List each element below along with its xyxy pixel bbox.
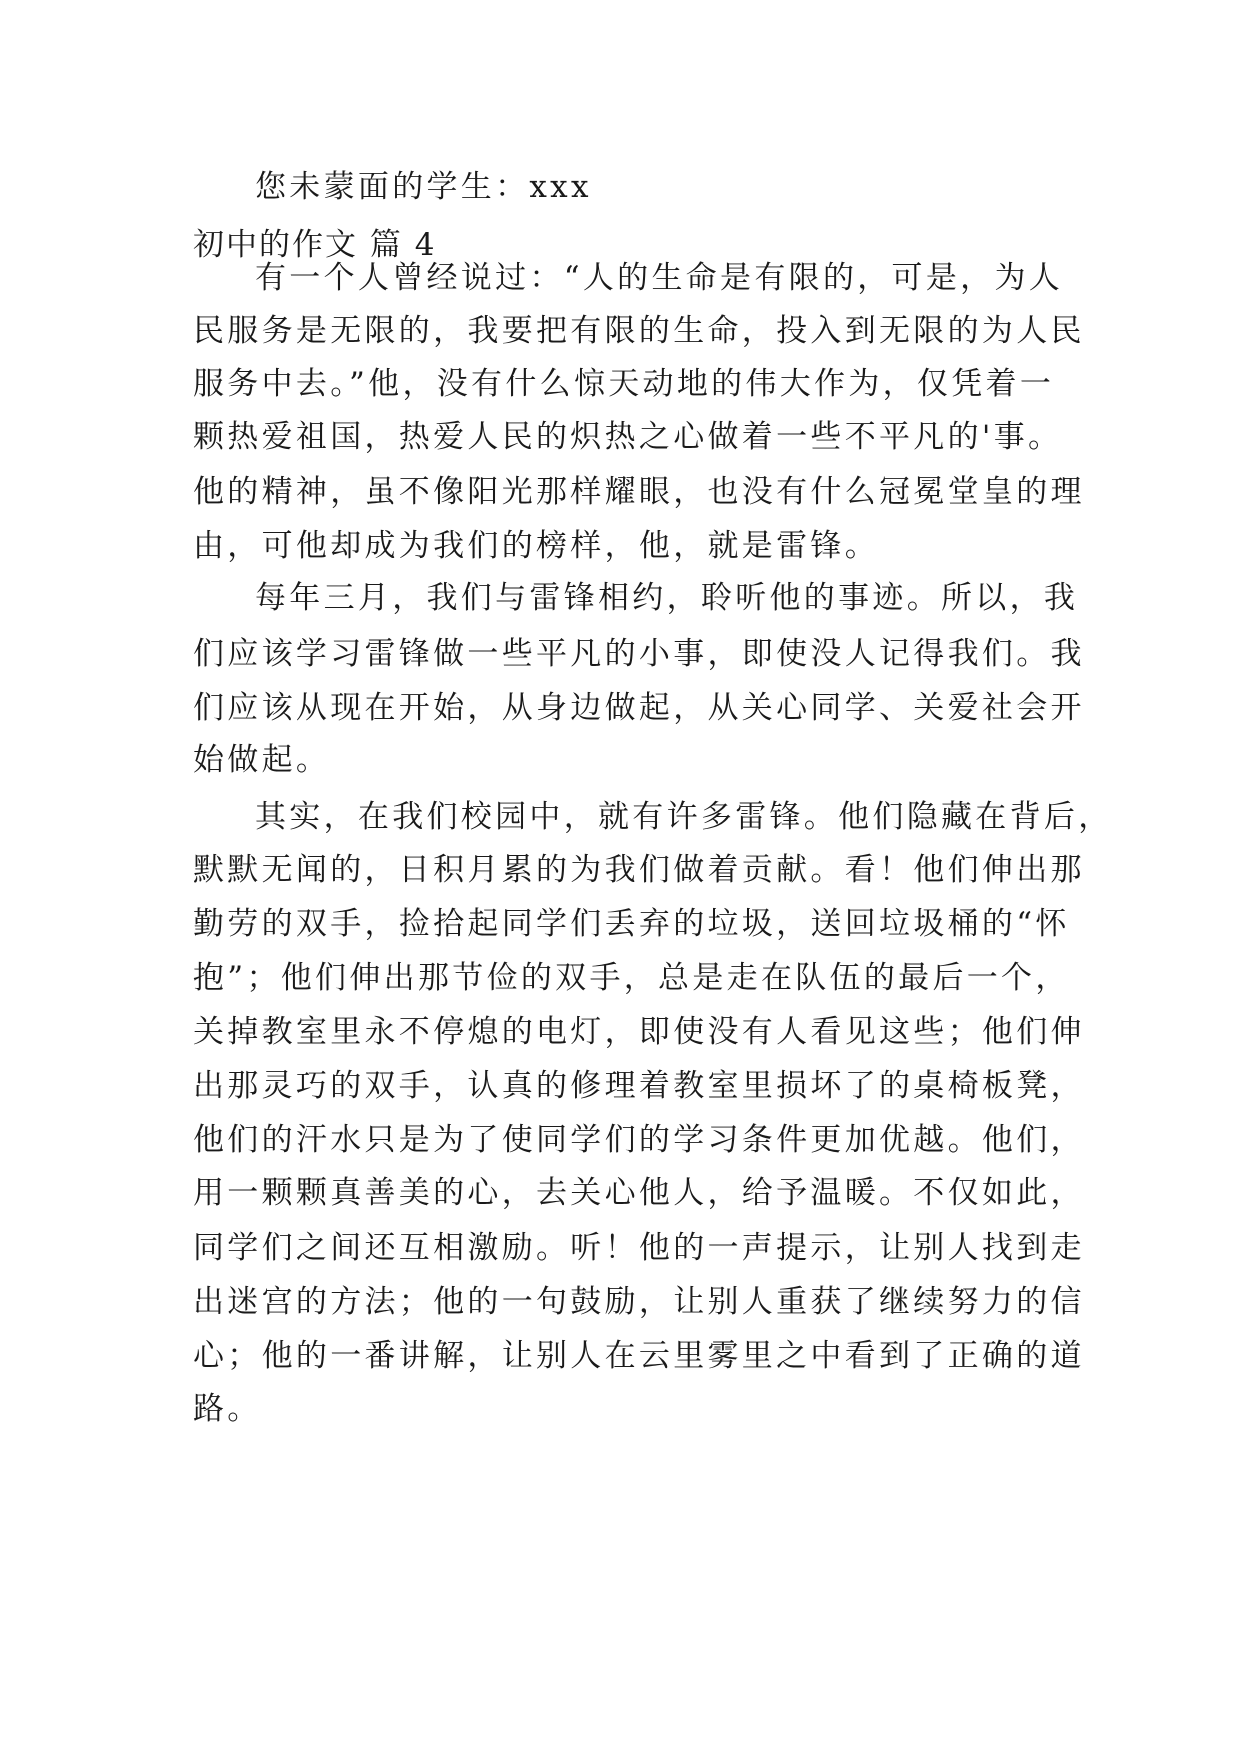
paragraph-3-line-1: 其实，在我们校园中，就有许多雷锋。他们隐藏在背后， [255, 799, 1113, 835]
paragraph-3-line-7: 他们的汗水只是为了使同学们的学习条件更加优越。他们， [193, 1122, 1085, 1158]
paragraph-3-line-11: 心；他的一番讲解，让别人在云里雾里之中看到了正确的道 [193, 1338, 1085, 1374]
paragraph-2-line-3: 们应该从现在开始，从身边做起，从关心同学、关爱社会开 [193, 690, 1085, 726]
paragraph-3-line-8: 用一颗颗真善美的心，去关心他人，给予温暖。不仅如此， [193, 1175, 1085, 1211]
paragraph-1-line-5: 他的精神，虽不像阳光那样耀眼，也没有什么冠冕堂皇的理 [193, 474, 1085, 510]
paragraph-3-line-5: 关掉教室里永不停熄的电灯，即使没有人看见这些；他们伸 [193, 1014, 1085, 1050]
paragraph-2-line-2: 们应该学习雷锋做一些平凡的小事，即使没人记得我们。我 [193, 636, 1085, 672]
paragraph-3-line-6: 出那灵巧的双手，认真的修理着教室里损坏了的桌椅板凳， [193, 1068, 1085, 1104]
paragraph-3-line-2: 默默无闻的，日积月累的为我们做着贡献。看！他们伸出那 [193, 852, 1085, 888]
paragraph-3-line-9: 同学们之间还互相激励。听！他的一声提示，让别人找到走 [193, 1230, 1085, 1266]
paragraph-3-line-12: 路。 [193, 1391, 262, 1427]
paragraph-1-line-3: 服务中去。”他，没有什么惊天动地的伟大作为，仅凭着一 [193, 366, 1055, 402]
letter-signature: 您未蒙面的学生：xxx [255, 169, 592, 205]
paragraph-1-line-2: 民服务是无限的，我要把有限的生命，投入到无限的为人民 [193, 313, 1085, 349]
essay-heading: 初中的作文 篇 4 [193, 227, 437, 263]
paragraph-2-line-4: 始做起。 [193, 742, 331, 778]
paragraph-1-line-1: 有一个人曾经说过：“人的生命是有限的，可是，为人 [255, 260, 1064, 296]
paragraph-3-line-4: 抱”；他们伸出那节俭的双手，总是走在队伍的最后一个， [193, 960, 1070, 996]
paragraph-3-line-3: 勤劳的双手，捡拾起同学们丢弃的垃圾，送回垃圾桶的“怀 [193, 906, 1070, 942]
paragraph-2-line-1: 每年三月，我们与雷锋相约，聆听他的事迹。所以，我 [255, 580, 1079, 616]
paragraph-1-line-4: 颗热爱祖国，热爱人民的炽热之心做着一些不平凡的'事。 [193, 419, 1063, 455]
paragraph-1-line-6: 由，可他却成为我们的榜样，他，就是雷锋。 [193, 528, 879, 564]
paragraph-3-line-10: 出迷宫的方法；他的一句鼓励，让别人重获了继续努力的信 [193, 1284, 1085, 1320]
